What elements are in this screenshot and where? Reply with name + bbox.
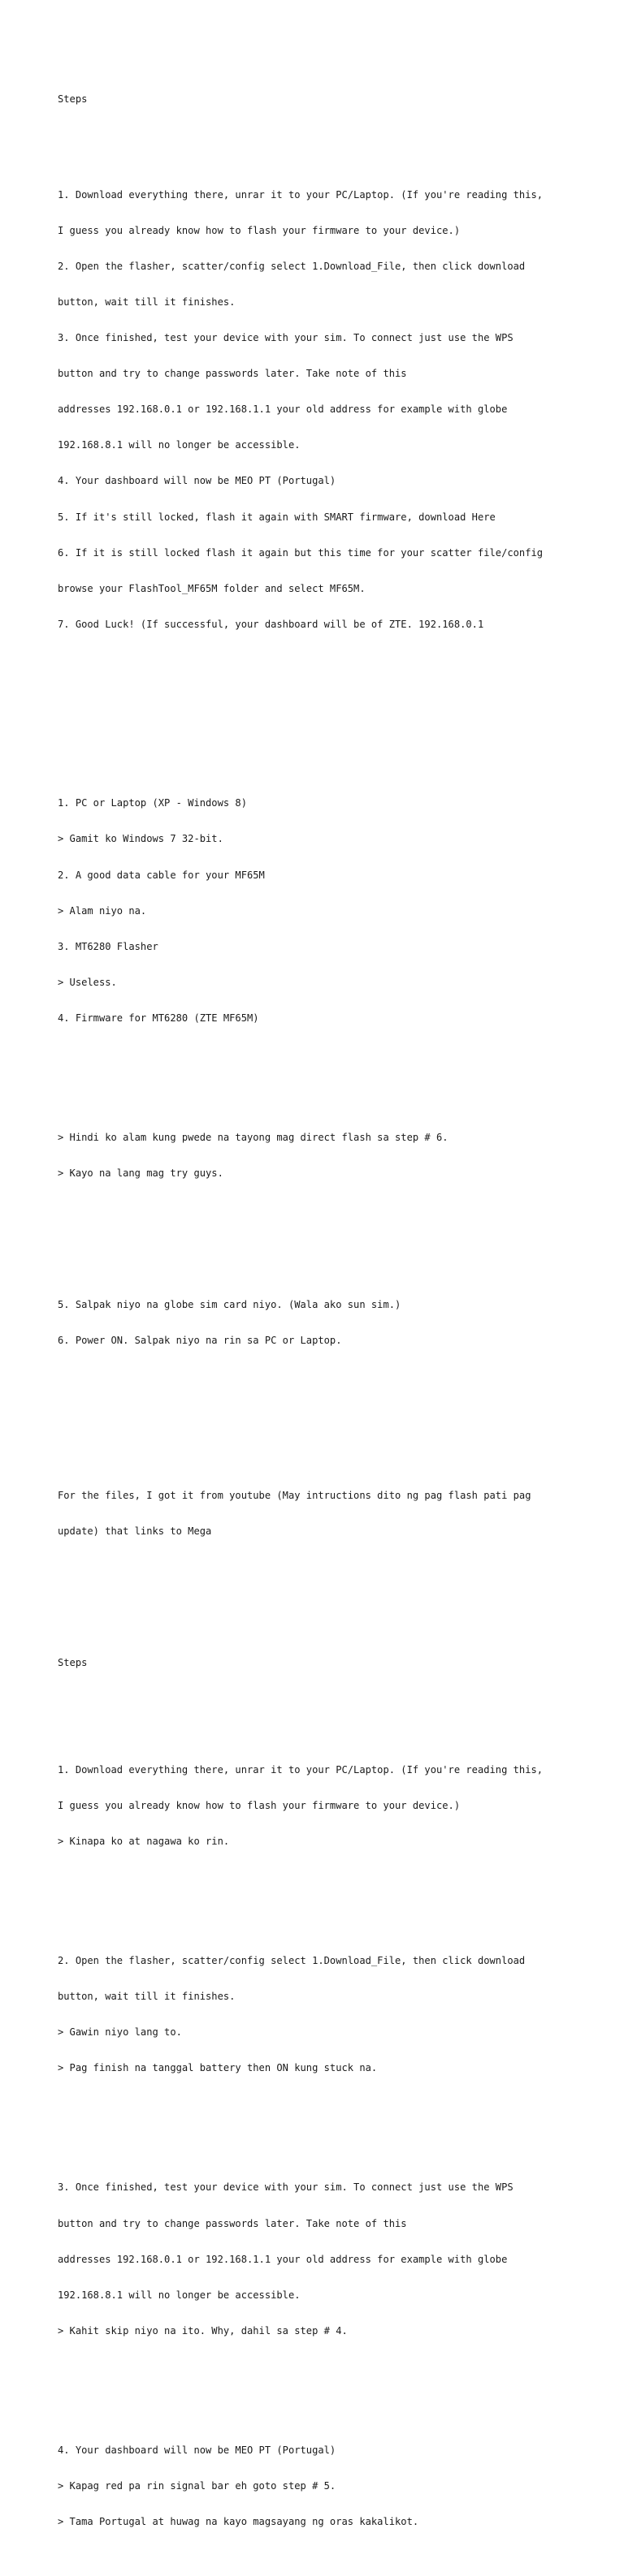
step-line: addresses 192.168.0.1 or 192.168.1.1 your old address for example with globe — [58, 403, 508, 416]
step-1-block — [58, 1741, 610, 1872]
requirements-more — [58, 1275, 610, 1370]
step-line: 2. Open the flasher, scatter/config select 1.Download_File, then click download — [58, 260, 526, 272]
step-line: button and try to change passwords later. Take note of this — [58, 2217, 407, 2229]
requirement-line: 3. MT6280 Flasher — [58, 940, 158, 952]
requirement-line: 4. Firmware for MT6280 (ZTE MF65M) — [58, 1012, 259, 1024]
step-line: 3. Once finished, test your device with your sim. To connect just use the WPS — [58, 332, 514, 344]
step-line: 192.168.8.1 will no longer be accessible. — [58, 2289, 301, 2301]
step-line: button, wait till it finishes. — [58, 1991, 236, 2003]
steps-list — [58, 165, 610, 654]
step-line: I guess you already know how to flash your firmware to your device.) — [58, 224, 461, 236]
requirement-line: > Useless. — [58, 976, 117, 988]
step-line: I guess you already know how to flash your firmware to your device.) — [58, 1800, 461, 1812]
step-comment: > Kapag red pa rin signal bar eh goto step # 5. — [58, 2479, 336, 2492]
step-line: button and try to change passwords later. Take note of this — [58, 368, 407, 380]
step-line: 4. Your dashboard will now be MEO PT (Portugal) — [58, 475, 336, 487]
step-line: 4. Your dashboard will now be MEO PT (Portugal) — [58, 2444, 336, 2456]
step-comment: > Kinapa ko at nagawa ko rin. — [58, 1836, 230, 1848]
requirements-list — [58, 774, 610, 1048]
requirement-line: 1. PC or Laptop (XP - Windows 8) — [58, 797, 247, 809]
step-line: 2. Open the flasher, scatter/config select 1.Download_File, then click download — [58, 1955, 526, 1967]
step-line: 1. Download everything there, unrar it to your PC/Laptop. (If you're reading this, — [58, 188, 544, 201]
step-line: 1. Download everything there, unrar it to your PC/Laptop. (If you're reading this, — [58, 1764, 544, 1776]
note-line: > Hindi ko alam kung pwede na tayong mag direct flash sa step # 6. — [58, 1131, 448, 1143]
step-3-block — [58, 2158, 610, 2361]
step-line: 7. Good Luck! (If successful, your dashboard will be of ZTE. 192.168.0.1 — [58, 618, 484, 630]
files-note — [58, 1466, 610, 1562]
requirement-line: 6. Power ON. Salpak niyo na rin sa PC or Laptop. — [58, 1334, 342, 1346]
step-line: 5. If it's still locked, flash it again with SMART firmware, download Here — [58, 511, 496, 523]
step-line: addresses 192.168.0.1 or 192.168.1.1 your old address for example with globe — [58, 2253, 508, 2265]
step-4-block — [58, 2420, 610, 2552]
files-note-line: For the files, I got it from youtube (May intructions dito ng pag flash pati pag — [58, 1489, 531, 1501]
requirement-line: 2. A good data cable for your MF65M — [58, 869, 265, 881]
step-line: 6. If it is still locked flash it again but this time for your scatter file/config — [58, 546, 544, 559]
step-comment: > Gawin niyo lang to. — [58, 2026, 182, 2039]
document-page — [58, 58, 610, 2576]
step-2-block — [58, 1931, 610, 2099]
step-line: browse your FlashTool_MF65M folder and select MF65M. — [58, 582, 366, 594]
step-line: button, wait till it finishes. — [58, 296, 236, 308]
steps-heading-2: Steps — [58, 1656, 88, 1668]
steps-heading: Steps — [58, 93, 88, 106]
files-note-line: update) that links to Mega — [58, 1525, 212, 1537]
requirements-notes — [58, 1108, 610, 1204]
requirement-line: > Alam niyo na. — [58, 904, 147, 917]
step-comment: > Tama Portugal at huwag na kayo magsayang ng oras kakalikot. — [58, 2516, 419, 2528]
step-comment: > Kahit skip niyo na ito. Why, dahil sa step # 4. — [58, 2324, 348, 2337]
note-line: > Kayo na lang mag try guys. — [58, 1167, 223, 1179]
requirement-line: 5. Salpak niyo na globe sim card niyo. (Wala ako sun sim.) — [58, 1298, 401, 1310]
requirement-line: > Gamit ko Windows 7 32-bit. — [58, 833, 223, 845]
step-line: 192.168.8.1 will no longer be accessible. — [58, 439, 301, 451]
step-line: 3. Once finished, test your device with your sim. To connect just use the WPS — [58, 2181, 514, 2194]
step-comment: > Pag finish na tanggal battery then ON kung stuck na. — [58, 2062, 378, 2074]
